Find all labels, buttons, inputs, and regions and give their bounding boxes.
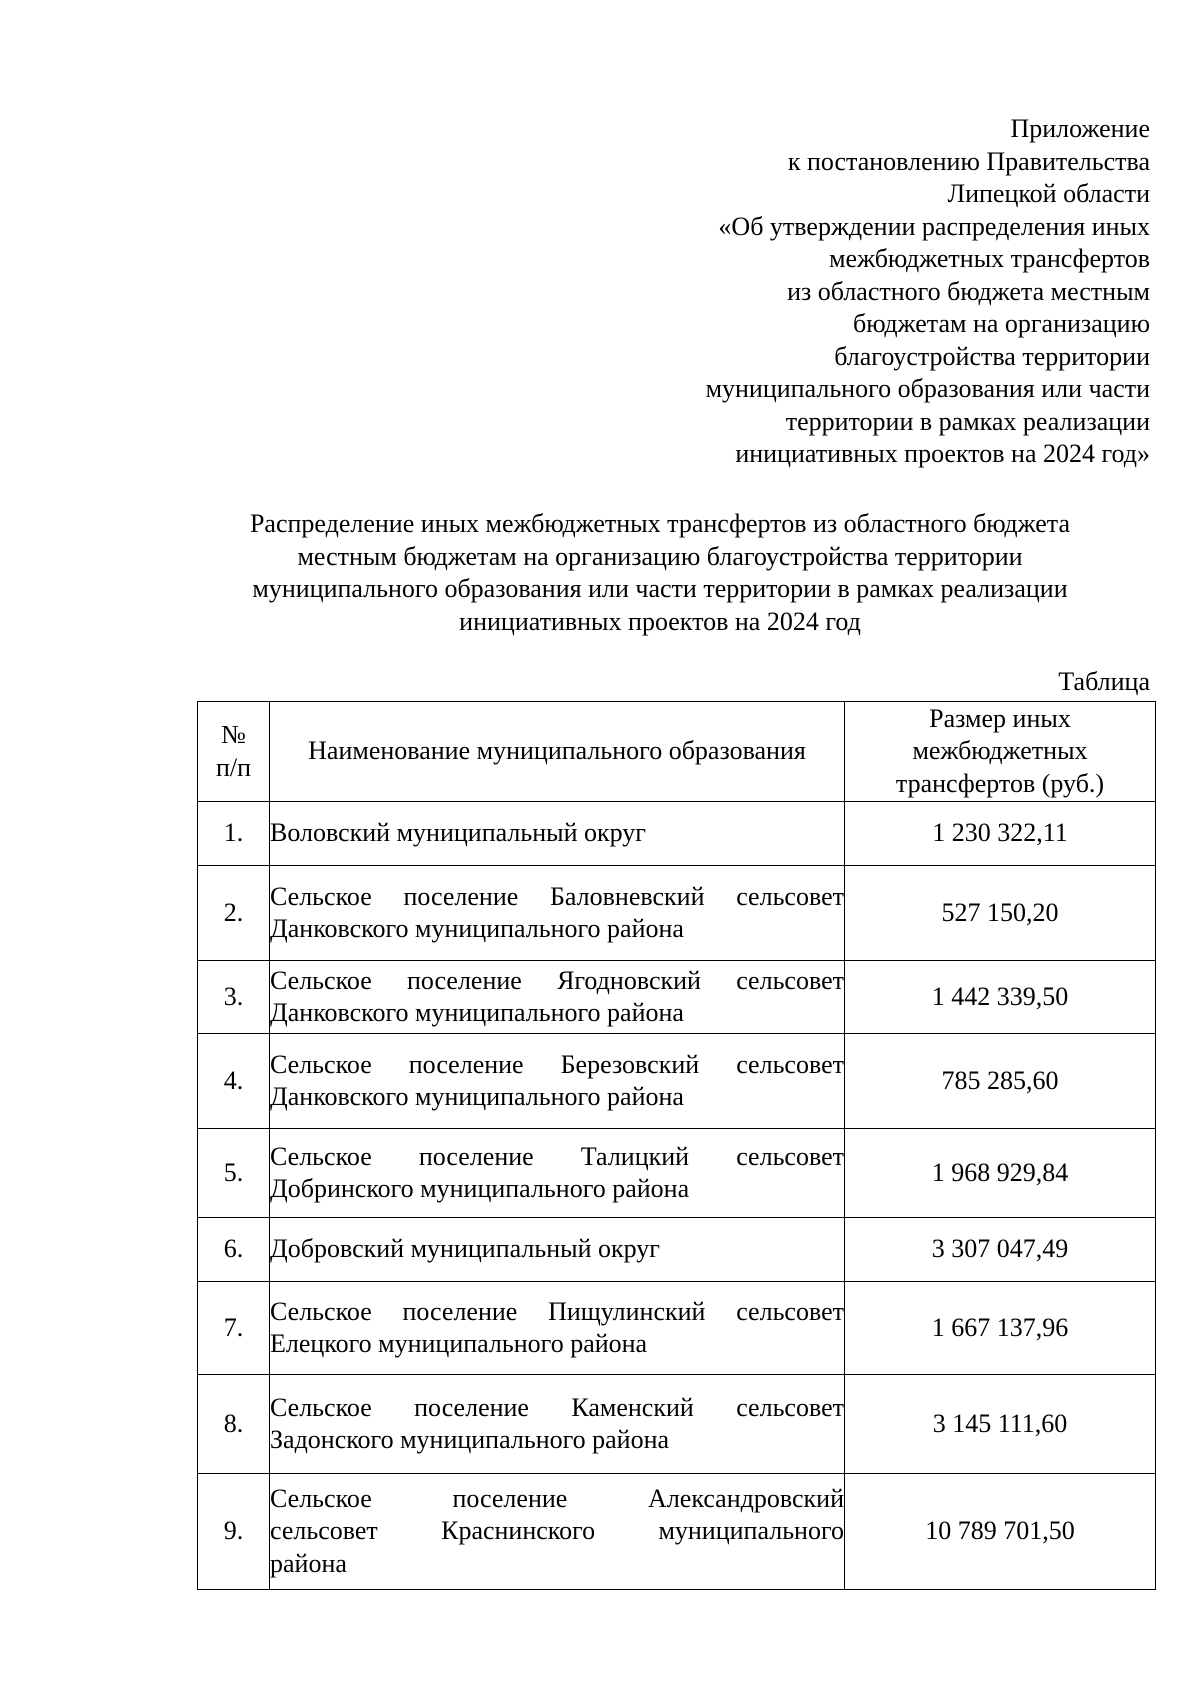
row-name <box>270 1375 845 1474</box>
row-amount: 1 667 137,96 <box>845 1282 1156 1375</box>
table-row <box>198 1375 1156 1474</box>
row-name-line: Добринского муниципального района <box>270 1174 690 1203</box>
table-row <box>198 961 1156 1034</box>
row-name-line: Сельское поселение Каменский сельсовет <box>270 1392 844 1422</box>
appendix-line: бюджетам на организацию <box>853 309 1150 338</box>
row-name-line: Сельское поселение Ягодновский сельсовет <box>270 965 844 995</box>
row-name-line: Данковского муниципального района <box>270 1082 684 1111</box>
row-num: 3. <box>198 961 270 1034</box>
row-name: Воловский муниципальный округ <box>270 802 845 866</box>
row-num: 6. <box>198 1218 270 1282</box>
row-name <box>270 1282 845 1375</box>
appendix-line: Липецкой области <box>947 179 1150 208</box>
table-caption: Таблица <box>1058 667 1150 696</box>
row-name: Добровский муниципальный округ <box>270 1218 845 1282</box>
appendix-line: Приложение <box>1010 114 1150 143</box>
row-name <box>270 1034 845 1129</box>
table-row <box>198 866 1156 961</box>
appendix-line: к постановлению Правительства <box>787 146 1150 176</box>
row-amount: 1 968 929,84 <box>845 1129 1156 1218</box>
appendix-line: межбюджетных трансфертов <box>829 244 1150 273</box>
row-num: 4. <box>198 1034 270 1129</box>
title-line: инициативных проектов на 2024 год <box>459 606 861 636</box>
table-row <box>198 1129 1156 1218</box>
row-amount: 1 442 339,50 <box>845 961 1156 1034</box>
row-num: 8. <box>198 1375 270 1474</box>
document-title <box>190 508 1130 638</box>
table-row <box>198 1218 1156 1282</box>
table-header-row <box>198 702 1156 802</box>
row-name-line: Сельское поселение Талицкий сельсовет <box>270 1141 844 1171</box>
title-line: Распределение иных межбюджетных трансфертов из областного бюджета <box>249 509 1071 538</box>
row-name <box>270 1474 845 1590</box>
appendix-line: «Об утверждении распределения иных <box>718 211 1150 241</box>
row-name-line: сельсовет Краснинского муниципального <box>270 1516 844 1546</box>
header-amount <box>845 702 1156 802</box>
row-name <box>270 1129 845 1218</box>
row-num: 7. <box>198 1282 270 1375</box>
row-name-line: Елецкого муниципального района <box>270 1329 648 1358</box>
appendix-line: муниципального образования или части <box>705 374 1150 403</box>
header-amount-line3: трансфертов (руб.) <box>895 768 1105 798</box>
header-num <box>198 702 270 802</box>
header-num-line2: п/п <box>215 752 252 782</box>
appendix-header <box>590 113 1150 471</box>
row-num: 1. <box>198 802 270 866</box>
row-num: 5. <box>198 1129 270 1218</box>
row-name-line: Данковского муниципального района <box>270 914 684 943</box>
title-line: местным бюджетам на организацию благоустройства территории <box>297 541 1023 571</box>
row-num: 9. <box>198 1474 270 1590</box>
table-row <box>198 1474 1156 1590</box>
row-amount: 785 285,60 <box>845 1034 1156 1129</box>
header-amount-line2: межбюджетных <box>912 736 1088 766</box>
row-name-line: Сельское поселение Пищулинский сельсовет <box>270 1296 844 1326</box>
table-row <box>198 1282 1156 1375</box>
row-amount: 3 145 111,60 <box>845 1375 1156 1474</box>
appendix-line: благоустройства территории <box>834 341 1150 371</box>
row-name <box>270 866 845 961</box>
row-name-line: Задонского муниципального района <box>270 1425 670 1454</box>
row-name-line: Сельское поселение Александровский <box>270 1483 844 1513</box>
row-amount: 10 789 701,50 <box>845 1474 1156 1590</box>
header-name: Наименование муниципального образования <box>270 702 845 802</box>
title-line: муниципального образования или части территории в рамках реализации <box>252 574 1068 603</box>
header-amount-line1: Размер иных <box>929 703 1071 733</box>
row-name-line: Данковского муниципального района <box>270 998 684 1027</box>
row-amount: 3 307 047,49 <box>845 1218 1156 1282</box>
table-row <box>198 1034 1156 1129</box>
appendix-line: инициативных проектов на 2024 год» <box>735 439 1150 468</box>
row-name <box>270 961 845 1034</box>
header-num-line1: № <box>221 720 246 749</box>
row-num: 2. <box>198 866 270 961</box>
appendix-line: из областного бюджета местным <box>787 276 1150 306</box>
row-name-line: района <box>270 1548 347 1578</box>
row-amount: 527 150,20 <box>845 866 1156 961</box>
transfers-table <box>197 701 1156 1590</box>
row-name-line: Сельское поселение Баловневский сельсовет <box>270 881 844 911</box>
row-amount: 1 230 322,11 <box>845 802 1156 866</box>
appendix-line: территории в рамках реализации <box>785 406 1150 436</box>
table-row <box>198 802 1156 866</box>
row-name-line: Сельское поселение Березовский сельсовет <box>270 1049 844 1079</box>
